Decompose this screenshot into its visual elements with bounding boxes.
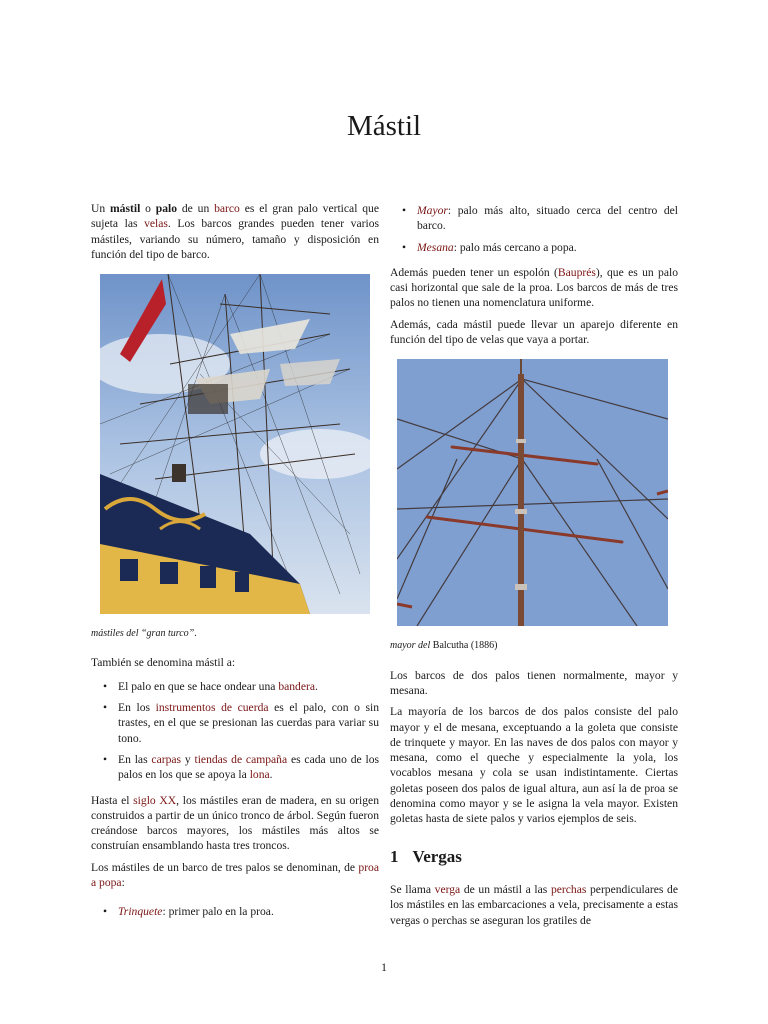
text: y [181, 752, 195, 766]
term-mastil: mástil [110, 202, 141, 215]
link-mayor[interactable] [417, 204, 448, 217]
link-bandera[interactable]: bandera [278, 679, 316, 693]
caption-text: . [194, 628, 197, 640]
term-palo: palo [155, 202, 178, 215]
caption-text: Balcutha (1886) [430, 640, 498, 652]
text: En los [118, 701, 156, 715]
uses-list [91, 679, 379, 783]
text: es cada uno de los palos en los que se apoya la [118, 752, 380, 782]
text: de un [177, 202, 215, 215]
text: . [315, 679, 318, 693]
intro-paragraph [91, 201, 379, 262]
link-trinquete[interactable] [118, 905, 162, 918]
page-number: 1 [381, 960, 387, 974]
text: , los mástiles eran de madera, en su origen construidos a partir de un único tronco de árbol. Según fueron creándose barcos mayores, los mástiles más altos se construían ensamblando hasta tres troncos. [91, 793, 379, 853]
text: : palo más cercano a popa. [453, 240, 577, 254]
two-masts-paragraph-1: Los barcos de dos palos tienen normalmente, mayor y mesana. [390, 668, 678, 697]
term: Mesana [417, 240, 454, 254]
text: Un [91, 202, 111, 215]
text: es el gran palo vertical que sujeta las [91, 202, 379, 231]
mast-names-list [91, 904, 379, 919]
bowsprit-paragraph [390, 265, 678, 311]
section-number: 1 [390, 846, 399, 866]
also-called-paragraph: También se denomina mástil a: [91, 656, 236, 670]
link-tiendas-de-campana[interactable]: tiendas de campaña [194, 752, 288, 766]
link-siglo-xx[interactable]: siglo XX [133, 793, 177, 807]
vergas-paragraph [390, 882, 678, 928]
page-title: Mástil [346, 110, 422, 142]
link-mesana[interactable] [417, 241, 454, 254]
text: es el palo, con o sin trastes, en el que se presionan las cuerdas para variar su tono. [118, 701, 380, 745]
link-perchas[interactable]: perchas [550, 882, 587, 896]
mast-photo-balcutha[interactable] [397, 359, 668, 626]
text: ), que es un palo casi horizontal que sale de la proa. Los barcos de más de tres palos no tienen una nomenclatura uniforme. [390, 265, 679, 310]
three-masts-paragraph [91, 860, 379, 891]
caption-text: mayor del [390, 640, 431, 652]
link-instrumentos-de-cuerda[interactable]: instrumentos de cuerda [155, 701, 269, 715]
two-masts-paragraph-2: La mayoría de los barcos de dos palos consiste del palo mayor y el de mesana, exceptuando a la goleta que consiste de trinquete y mayor. En las naves de dos palos con mayor y mesana, como el queche y especialmente la yola, los vocablos mesana y cola se usan indistintamente. Ciertas goletas poseen dos palos de igual altura, aun así la de proa se denomina como mayor y se le asigna la vela mayor. Existen goletas hasta de siete palos y varios ejemplos de seis. [390, 705, 678, 826]
text: En las [118, 752, 152, 766]
term: Trinquete [118, 905, 163, 919]
text: de un mástil a las [460, 882, 551, 896]
list-item-mesana [417, 240, 678, 255]
caption-gran-turco [91, 626, 379, 641]
rigging-paragraph: Además, cada mástil puede llevar un aparejo diferente en función del tipo de velas que vaya a portar. [390, 317, 678, 347]
text: Hasta el [91, 793, 134, 807]
link-barco[interactable]: barco [214, 202, 240, 215]
mast-names-list-continued [390, 203, 678, 255]
text: Los mástiles de un barco de tres palos se denominan, de [91, 860, 359, 874]
text: Se llama [390, 882, 435, 896]
list-item [118, 679, 379, 694]
ship-photo-gran-turco[interactable] [100, 274, 370, 614]
link-velas[interactable]: velas [144, 217, 168, 231]
list-item [118, 700, 379, 746]
text: . Los barcos grandes pueden tener varios mástiles, variando su número, tamaño y disposición en función del tipo de barco. [91, 217, 379, 261]
text: : primer palo en la proa. [162, 905, 274, 919]
section-heading-vergas [390, 846, 678, 866]
text: : [121, 876, 125, 890]
list-item-mayor [417, 203, 678, 234]
list-item [118, 752, 379, 783]
text: El palo en que se hace ondear una [118, 679, 279, 693]
text: Además pueden tener un espolón ( [390, 265, 558, 279]
link-proa-a-popa[interactable]: proa a popa [91, 860, 379, 890]
text: : palo más alto, situado cerca del centro del barco. [417, 204, 678, 233]
text: . [269, 768, 273, 782]
section-title: Vergas [412, 846, 462, 866]
right-column [390, 201, 678, 934]
caption-text: mástiles del “gran turco” [91, 628, 195, 640]
list-item-trinquete [118, 904, 379, 919]
link-baupres[interactable]: Bauprés [557, 265, 596, 279]
link-carpas[interactable]: carpas [151, 752, 182, 766]
link-verga[interactable]: verga [434, 882, 461, 896]
term: Mayor [417, 204, 448, 217]
text: perpendiculares de los mástiles en las embarcaciones a vela, precisamente a estas vergas o perchas se aseguran los gratiles de [390, 882, 678, 927]
left-column [91, 201, 379, 930]
caption-balcutha [390, 638, 678, 653]
history-paragraph [91, 793, 379, 854]
text: o [140, 202, 156, 215]
link-lona[interactable]: lona [249, 768, 270, 782]
